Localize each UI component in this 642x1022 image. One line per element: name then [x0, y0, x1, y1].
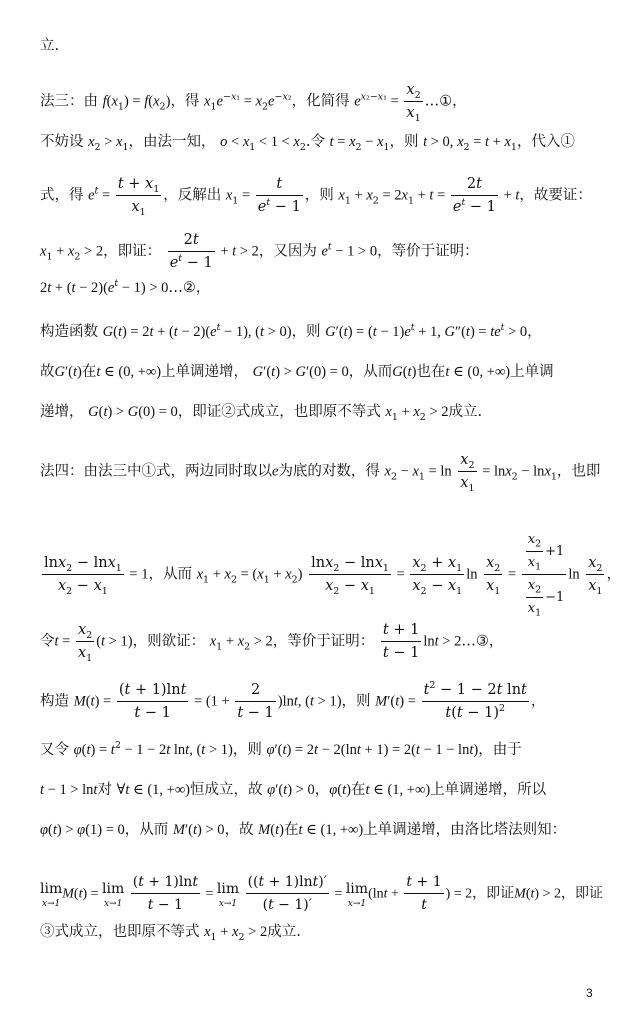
- text-segment: 令: [40, 633, 55, 650]
- math-formula: x: [225, 187, 233, 204]
- fraction: $\frac{2t}{e^t - 1}$: [169, 232, 213, 271]
- text-segment: 上单调递增，由洛比塔法则知：: [363, 822, 567, 838]
- text-segment: ，等价于证明：: [377, 243, 479, 260]
- text-segment: 构造: [40, 693, 69, 710]
- math-formula: M: [375, 693, 388, 710]
- text-line-10: 法四：由法三中①式，两边同时取以e为底的对数，得 $x_2 - x_1 = \ln$ $\frac{x_2}{x_1}$ = lnx$_2$ − lnx$_1$，也即: [40, 452, 601, 494]
- math-formula: φ: [266, 742, 275, 758]
- math-formula: M: [514, 886, 526, 902]
- math-formula: t: [298, 822, 303, 838]
- math-formula: φ: [73, 742, 82, 758]
- math-formula: G: [102, 324, 114, 340]
- math-formula: φ: [40, 822, 49, 838]
- text-segment: 法四：由法三中①式，两边同时取以: [40, 463, 272, 480]
- text-segment: 成立.: [267, 924, 301, 940]
- math-formula: t: [54, 633, 59, 650]
- text-segment: 上单调递增，所以: [430, 782, 547, 798]
- math-formula: e: [88, 187, 95, 204]
- text-segment: 式，得: [40, 187, 84, 204]
- math-formula: x: [204, 924, 211, 940]
- text-line-3: 不妨设 $x_2 > x_1$，由法一知， $o < x_1 < 1 < x_2$.令 $t = x_2 - x_1$，则 t > 0, $x_2 = t + x_1$，代入①: [40, 134, 575, 153]
- math-formula: t: [423, 134, 428, 150]
- text-segment: ，则: [389, 134, 419, 150]
- text-line-14: 又令 $\varphi(t) = t^2 - 1 - 2t$ lnt, (t > 1)，则 φ′(t) = 2t − 2(lnt + 1) = 2(t − 1 − lnt)，由于: [40, 740, 522, 758]
- math-formula: e: [272, 463, 279, 480]
- text-line-6: $2t + (t - 2)(e^t - 1)$ > 0…②，: [40, 278, 211, 296]
- compound-fraction: $\frac{x_2}{x_1}$ +1 $\frac{x_2}{x_1}$ −1: [522, 530, 567, 619]
- math-formula: x: [88, 134, 95, 150]
- text-line-5: $x_1 + x_2 > 2$，即证： $\frac{2t}{e^t - 1}$ + t > 2，又因为 $e^t - 1 > 0$，等价于证明：: [40, 232, 479, 271]
- math-formula: x: [196, 566, 204, 583]
- text-segment: ，则: [304, 187, 334, 204]
- text-segment: ，等价于证明：: [272, 633, 375, 650]
- text-segment: 法三：由: [40, 93, 98, 110]
- text-segment: 在: [283, 822, 299, 838]
- fraction: $\frac{t + 1}{t - 1}$: [382, 622, 420, 661]
- text-segment: ，得: [170, 93, 200, 110]
- text-segment: ，即证: [472, 885, 515, 902]
- page-number: 3: [586, 986, 593, 1000]
- limit: lim x→1: [216, 880, 240, 909]
- text-segment: 对: [97, 782, 112, 798]
- text-segment: ，从而: [348, 364, 393, 380]
- fraction: $\frac{x_2 + x_1}{x_2 - x_1}$: [412, 555, 463, 597]
- math-formula: 2: [40, 280, 48, 296]
- math-formula: G: [252, 364, 264, 380]
- limit: lim x→1: [345, 880, 369, 909]
- text-segment: ，从而: [148, 566, 192, 583]
- text-segment: ，故: [224, 822, 254, 838]
- text-line-8: 故G′(t)在t ∈ (0, +∞)上单调递增， G′(t) > G′(0) = 0，从而G(t)也在t ∈ (0, +∞)上单调: [40, 364, 554, 380]
- math-formula: ∀: [116, 782, 126, 798]
- fraction: $\frac{\ln x_2 - \ln x_1}{x_2 - x_1}$: [44, 555, 122, 597]
- fraction: $\frac{t^2 - 1 - 2t \ln t}{t(t - 1)^2}$: [423, 680, 527, 721]
- text-segment: ，代入①: [516, 134, 575, 150]
- text-segment: ，又因为: [258, 243, 317, 260]
- text-line-18: ③式成立，也即原不等式 $x_1 + x_2 > 2$成立.: [40, 924, 301, 943]
- text-segment: ，则: [232, 742, 262, 758]
- text-segment: ，则: [291, 324, 321, 340]
- fraction: $\frac{x_2}{x_1}$: [460, 452, 475, 494]
- text-segment: 故: [40, 364, 55, 380]
- math-formula: f: [102, 93, 107, 110]
- fraction: $\frac{t + 1}{t}$: [406, 874, 442, 913]
- text-line-7: 构造函数 $G(t) = 2t + (t - 2)(e^t - 1)$, (t > 0)，则 $G'(t) = (t - 1)e^t + 1$, $G''(t) = te^t > 0$，: [40, 322, 542, 340]
- text-segment: 上单调递增，: [161, 364, 249, 380]
- fraction: $\frac{(t + 1)\ln t}{t - 1}$: [132, 874, 198, 913]
- text-segment: ，则欲证：: [132, 633, 206, 650]
- math-formula: t: [365, 782, 370, 798]
- fraction: $\frac{t}{e^t - 1}$: [257, 176, 301, 215]
- text-segment: 上单调: [510, 364, 554, 380]
- text-segment: ，从而: [124, 822, 169, 838]
- text-segment: 成立.: [448, 404, 483, 420]
- math-formula: t: [96, 364, 101, 380]
- text-segment: 在: [350, 782, 366, 798]
- text-segment: 递增，: [40, 404, 84, 420]
- text-segment: .令: [305, 134, 325, 150]
- text-segment: 在: [81, 364, 97, 380]
- math-formula: x: [209, 633, 217, 650]
- fraction: $\frac{t + x_1}{x_1}$: [117, 176, 160, 218]
- text-segment: ，即证：: [103, 243, 162, 260]
- text-segment: ，由于: [478, 742, 522, 758]
- text-line-12: 令t = $\frac{x_2}{x_1}$ (t > 1)，则欲证： $x_1 + x_2 > 2$，等价于证明： $\frac{t + 1}{t - 1}$ lnt > 2…③，: [40, 622, 504, 664]
- text-segment: ，即证②式成立，也即原不等式: [177, 404, 381, 420]
- limit: lim x→1: [40, 880, 63, 909]
- text-segment: ③式成立，也即原不等式: [40, 924, 200, 940]
- text-segment: 也在: [416, 364, 446, 380]
- math-formula: t: [40, 782, 45, 798]
- text-line-17: lim x→1 M(t) = lim x→1 $\frac{(t + 1)\ln t}{t - 1}$ = lim x→1 $\frac{((t + 1)\ln t)'}{(t - 1)'}$ = lim x→1 (lnt + $\frac{t + 1}{t}$ ) = 2，即证M(t) > 2，即证: [40, 874, 603, 913]
- text-line-13: 构造 M(t) = $\frac{(t + 1)\ln t}{t - 1}$ = (1 + $\frac{2}{t - 1}$ )lnt, (t > 1)，则 M′(t) = $\frac{t^2 - 1 - 2t \ln t}{t(t - 1)^2}$ ，: [40, 680, 546, 721]
- text-segment: 不妨设: [40, 134, 84, 150]
- text-line-1: [40, 36, 610, 56]
- text-segment: ，化简得: [291, 93, 350, 110]
- text-segment: …②，: [168, 280, 211, 296]
- text-segment: 为底的对数，得: [278, 463, 380, 480]
- text-segment: ，则: [341, 693, 371, 710]
- math-formula: M: [172, 822, 185, 838]
- math-formula: G: [392, 364, 403, 380]
- math-formula: t: [445, 364, 450, 380]
- text-segment: ，故要证：: [519, 187, 592, 204]
- text-line-2: 法三：由 $f(x_1) = f(x_2)$，得 $x_1e^{-x_1} = x_2e^{-x_2}$，化简得 $e^{x_2-x_1}$ = $\frac{x_2}{x_1}$ …①，: [40, 82, 467, 124]
- limit: lim x→1: [102, 880, 125, 909]
- math-formula: x: [40, 243, 47, 260]
- text-segment: …③，: [461, 633, 504, 650]
- math-formula: G: [88, 404, 99, 420]
- math-formula: x: [338, 187, 345, 204]
- math-formula: e: [354, 93, 361, 110]
- fraction: $\frac{2}{t - 1}$: [237, 682, 274, 721]
- fraction: $\frac{((t + 1)\ln t)'}{(t - 1)'}$: [247, 874, 327, 913]
- text-segment: ，即证: [560, 885, 603, 902]
- fraction: $\frac{\ln x_2 - \ln x_1}{x_2 - x_1}$: [311, 555, 389, 597]
- text-segment: 构造函数: [40, 324, 98, 340]
- text-segment: 又令: [40, 742, 69, 758]
- math-formula: G: [54, 364, 65, 380]
- text-line-9: 递增， G(t) > G(0) = 0，即证②式成立，也即原不等式 $x_1 + x_2 > 2$成立.: [40, 404, 483, 423]
- math-formula: M: [73, 693, 86, 710]
- text-segment: 恒成立，故: [190, 782, 263, 798]
- fraction: $\frac{2t}{e^t - 1}$: [452, 176, 496, 215]
- math-formula: e: [321, 243, 328, 260]
- text-segment: ，也即: [556, 463, 601, 480]
- math-formula: M: [258, 822, 271, 838]
- math-formula: o: [220, 134, 228, 150]
- math-formula: x: [384, 463, 391, 480]
- text-line-4: 式，得 $e^t$ = $\frac{t + x_1}{x_1}$ ，反解出 $x_1$ = $\frac{t}{e^t - 1}$ ，则 $x_1 + x_2 = 2x_1 + t$ = $\frac{2t}{e^t - 1}$ + t，故要证：: [40, 176, 592, 218]
- text-line-15: t − 1 > lnt对 ∀t ∈ (1, +∞)恒成立，故 φ′(t) > 0，φ(t)在t ∈ (1, +∞)上单调递增，所以: [40, 782, 547, 798]
- text-segment: 立.: [40, 38, 60, 54]
- math-formula: G: [325, 324, 336, 340]
- math-formula: t: [329, 134, 334, 150]
- math-formula: x: [385, 404, 392, 420]
- math-formula: φ: [267, 782, 276, 798]
- text-line-11: $\frac{\ln x_2 - \ln x_1}{x_2 - x_1}$ = 1，从而 $x_1 + x_2 = (x_1 + x_2)$ $\frac{\ln x_2 - \ln x_1}{x_2 - x_1}$ = $\frac{x_2 + x_1}{x_2 - x_1}$ ln $\frac{x_2}{x_1}$ = $\frac{x_2}{x_1}$ +1 $\frac{x_2}{x_1}$ −1 ln $\frac{x_2}{x_1}$ ，: [44, 532, 621, 619]
- text-line-16: φ(t) > φ(1) = 0，从而 M′(t) > 0，故 M(t)在t ∈ (1, +∞)上单调递增，由洛比塔法则知：: [40, 822, 567, 838]
- text-segment: …①，: [424, 93, 467, 110]
- text-segment: ，由法一知，: [128, 134, 216, 150]
- fraction: $\frac{x_2}{x_1}$: [588, 555, 603, 597]
- math-formula: x: [204, 93, 211, 110]
- text-segment: ，反解出: [163, 187, 222, 204]
- fraction: $\frac{x_2}{x_1}$: [486, 555, 501, 597]
- fraction: $\frac{x_2}{x_1}$: [77, 622, 93, 664]
- fraction: $\frac{(t + 1)\ln t}{t - 1}$: [118, 682, 187, 721]
- fraction: $\frac{x_2}{x_1}$: [406, 82, 421, 124]
